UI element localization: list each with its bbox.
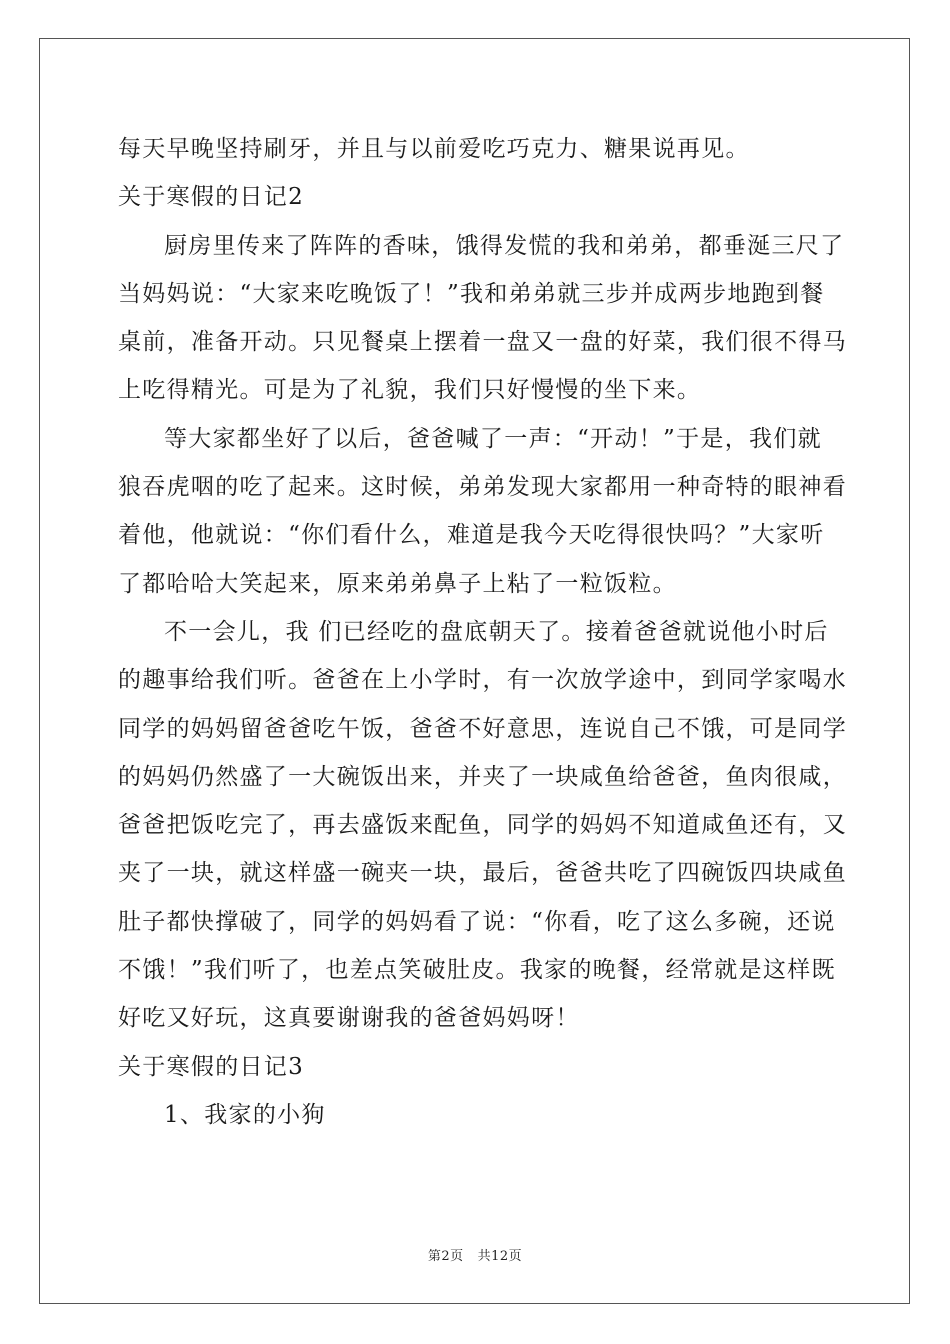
paragraph-start: 不一会儿，我 们已经吃的盘底朝天了。接着爸爸就说他小时后	[164, 618, 829, 645]
page-total: 共12页	[477, 1249, 523, 1264]
section-heading: 关于寒假的日记2	[118, 184, 305, 211]
paragraph-start: 厨房里传来了阵阵的香味，饿得发慌的我和弟弟，都垂涎三尺了	[164, 232, 845, 259]
text-line: 当妈妈说：“大家来吃晚饭了！”我和弟弟就三步并成两步地跑到餐	[118, 280, 825, 307]
page-footer	[0, 1245, 950, 1264]
paragraph-start: 等大家都坐好了以后，爸爸喊了一声：“开动！”于是，我们就	[164, 425, 822, 452]
text-line: 上吃得精光。可是为了礼貌，我们只好慢慢的坐下来。	[118, 377, 702, 404]
text-line: 每天早晚坚持刷牙，并且与以前爱吃巧克力、糖果说再见。	[118, 136, 750, 162]
text-line: 好吃又好玩，这真要谢谢我的爸爸妈妈呀！	[118, 1005, 580, 1032]
text-line: 狼吞虎咽的吃了起来。这时候，弟弟发现大家都用一种奇特的眼神看	[118, 474, 847, 501]
text-line: 肚子都快撑破了，同学的妈妈看了说：“你看，吃了这么多碗，还说	[118, 908, 836, 935]
section-heading: 关于寒假的日记3	[118, 1053, 305, 1080]
text-line: 同学的妈妈留爸爸吃午饭，爸爸不好意思，连说自己不饿，可是同学	[118, 715, 847, 742]
document-body	[118, 125, 847, 1139]
text-line: 爸爸把饭吃完了，再去盛饭来配鱼，同学的妈妈不知道咸鱼还有，又	[118, 812, 847, 839]
text-line: 桌前，准备开动。只见餐桌上摆着一盘又一盘的好菜，我们很不得马	[118, 329, 847, 356]
text-line: 的妈妈仍然盛了一大碗饭出来，并夹了一块咸鱼给爸爸，鱼肉很咸，	[118, 763, 847, 790]
text-line: 了都哈哈大笑起来，原来弟弟鼻子上粘了一粒饭粒。	[118, 570, 677, 597]
text-line: 夹了一块，就这样盛一碗夹一块，最后，爸爸共吃了四碗饭四块咸鱼	[118, 860, 847, 887]
text-line: 不饿！”我们听了，也差点笑破肚皮。我家的晚餐，经常就是这样既	[118, 957, 836, 984]
page-number: 第2页	[427, 1249, 464, 1264]
text-line: 的趣事给我们听。爸爸在上小学时，有一次放学途中，到同学家喝水	[118, 667, 847, 694]
text-line: 着他，他就说：“你们看什么，难道是我今天吃得很快吗？”大家听	[118, 522, 825, 549]
list-item: 1、我家的小狗	[164, 1101, 326, 1128]
